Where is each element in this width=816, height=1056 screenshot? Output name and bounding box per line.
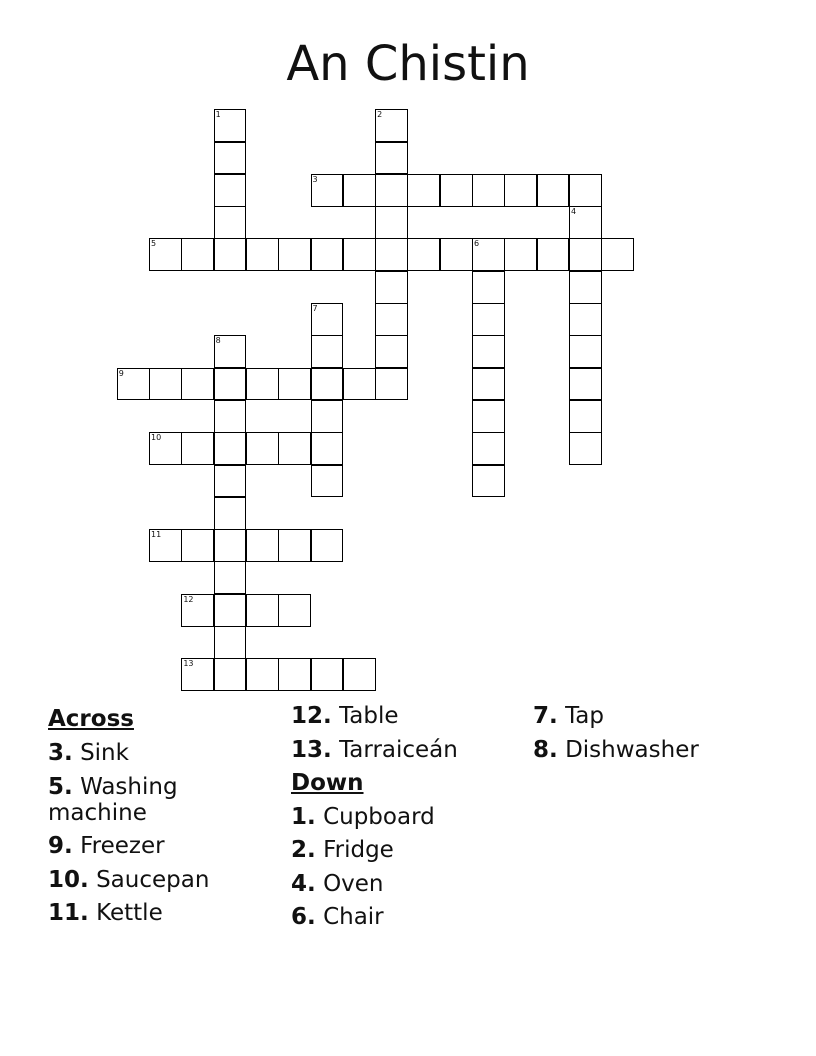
grid-cell[interactable] xyxy=(311,465,344,498)
grid-cell[interactable] xyxy=(472,303,505,336)
clue-number: 2 xyxy=(377,110,383,120)
grid-cell[interactable] xyxy=(181,594,214,627)
clue-across-3: 3. Sink xyxy=(48,740,129,766)
across-heading: Across xyxy=(48,706,134,732)
clue-number: 11 xyxy=(151,530,162,540)
grid-cell[interactable] xyxy=(181,529,214,562)
grid-cell[interactable] xyxy=(214,432,247,465)
grid-cell[interactable] xyxy=(311,432,344,465)
grid-cell[interactable] xyxy=(214,465,247,498)
grid-cell[interactable] xyxy=(149,368,182,401)
grid-cell[interactable] xyxy=(569,271,602,304)
grid-cell[interactable] xyxy=(214,626,247,659)
grid-cell[interactable] xyxy=(149,432,182,465)
clue-across-13: 13. Tarraiceán xyxy=(291,736,458,763)
clue-across-11: 11. Kettle xyxy=(48,900,163,926)
clue-number: 4 xyxy=(570,207,577,217)
grid-cell[interactable] xyxy=(278,368,311,401)
clue-down-6: 6. Chair xyxy=(291,904,384,930)
grid-cell[interactable] xyxy=(569,206,602,239)
clue-number: 3 xyxy=(312,174,318,184)
clue-number: 13 xyxy=(183,659,194,669)
grid-cell[interactable] xyxy=(472,465,505,498)
grid-cell[interactable] xyxy=(214,142,247,175)
grid-cell[interactable] xyxy=(278,529,311,562)
grid-cell[interactable] xyxy=(407,238,440,271)
grid-cell[interactable] xyxy=(246,368,279,401)
grid-cell[interactable] xyxy=(375,271,408,304)
grid-cell[interactable] xyxy=(375,368,408,401)
grid-cell[interactable] xyxy=(375,238,408,271)
clue-column-3 xyxy=(533,703,793,767)
grid-cell[interactable] xyxy=(214,174,247,207)
grid-cell[interactable] xyxy=(569,368,602,401)
clue-number: 7 xyxy=(312,304,318,314)
clue-number: 10 xyxy=(151,433,162,443)
grid-cell[interactable] xyxy=(375,142,408,175)
grid-cell[interactable] xyxy=(375,109,408,142)
clue-across-12: 12. Table xyxy=(291,703,399,729)
grid-cell[interactable] xyxy=(472,432,505,465)
clue-across-9: 9. Freezer xyxy=(48,833,165,859)
grid-cell[interactable] xyxy=(278,658,311,691)
grid-cell[interactable] xyxy=(537,174,570,207)
grid-cell[interactable] xyxy=(440,174,473,207)
grid-cell[interactable] xyxy=(569,174,602,207)
grid-cell[interactable] xyxy=(472,400,505,433)
grid-cell[interactable] xyxy=(214,238,247,271)
grid-cell[interactable] xyxy=(214,335,247,368)
grid-cell[interactable] xyxy=(214,529,247,562)
grid-cell[interactable] xyxy=(278,594,311,627)
grid-cell[interactable] xyxy=(375,303,408,336)
clue-across-5: 5. Washing machine xyxy=(48,773,178,826)
grid-cell[interactable] xyxy=(311,368,344,401)
grid-cell[interactable] xyxy=(181,432,214,465)
grid-cell[interactable] xyxy=(472,368,505,401)
grid-cell[interactable] xyxy=(569,400,602,433)
grid-cell[interactable] xyxy=(375,206,408,239)
grid-cell[interactable] xyxy=(569,303,602,336)
clue-number: 8 xyxy=(215,336,221,346)
grid-cell[interactable] xyxy=(278,432,311,465)
grid-cell[interactable] xyxy=(472,238,505,271)
clue-column-2 xyxy=(291,703,521,934)
grid-cell[interactable] xyxy=(278,238,311,271)
grid-cell[interactable] xyxy=(472,335,505,368)
grid-cell[interactable] xyxy=(472,271,505,304)
grid-cell[interactable] xyxy=(311,303,344,336)
grid-cell[interactable] xyxy=(343,368,376,401)
down-heading: Down xyxy=(291,769,364,796)
grid-cell[interactable] xyxy=(214,206,247,239)
clue-down-7: 7. Tap xyxy=(533,703,604,729)
grid-cell[interactable] xyxy=(311,400,344,433)
clue-column-1 xyxy=(48,703,248,930)
grid-cell[interactable] xyxy=(440,238,473,271)
grid-cell[interactable] xyxy=(343,238,376,271)
grid-cell[interactable] xyxy=(504,238,537,271)
grid-cell[interactable] xyxy=(569,238,602,271)
grid-cell[interactable] xyxy=(181,368,214,401)
grid-cell[interactable] xyxy=(537,238,570,271)
clue-number: 1 xyxy=(215,110,221,120)
grid-cell[interactable] xyxy=(472,174,505,207)
grid-cell[interactable] xyxy=(214,497,247,530)
grid-cell[interactable] xyxy=(504,174,537,207)
grid-cell[interactable] xyxy=(246,658,279,691)
grid-cell[interactable] xyxy=(311,529,344,562)
clue-down-2: 2. Fridge xyxy=(291,837,394,863)
grid-cell[interactable] xyxy=(311,335,344,368)
grid-cell[interactable] xyxy=(601,238,634,271)
grid-cell[interactable] xyxy=(246,432,279,465)
grid-cell[interactable] xyxy=(214,594,247,627)
grid-cell[interactable] xyxy=(311,238,344,271)
grid-cell[interactable] xyxy=(343,174,376,207)
grid-cell[interactable] xyxy=(214,109,247,142)
grid-cell[interactable] xyxy=(375,174,408,207)
puzzle-title: An Chistin xyxy=(286,36,530,92)
grid-cell[interactable] xyxy=(246,529,279,562)
grid-cell[interactable] xyxy=(117,368,150,401)
clue-down-8: 8. Dishwasher xyxy=(533,736,699,763)
clue-number: 6 xyxy=(474,239,480,249)
clue-number: 12 xyxy=(183,594,194,604)
grid-cell[interactable] xyxy=(569,432,602,465)
clue-down-1: 1. Cupboard xyxy=(291,803,435,830)
grid-cell[interactable] xyxy=(569,335,602,368)
grid-cell[interactable] xyxy=(149,529,182,562)
grid-cell[interactable] xyxy=(214,561,247,594)
clue-down-4: 4. Oven xyxy=(291,870,384,897)
clue-number: 9 xyxy=(118,368,124,378)
grid-cell[interactable] xyxy=(214,368,247,401)
grid-cell[interactable] xyxy=(214,658,247,691)
clue-number: 5 xyxy=(151,239,157,249)
clue-across-10: 10. Saucepan xyxy=(48,866,210,893)
grid-cell[interactable] xyxy=(246,594,279,627)
grid-cell[interactable] xyxy=(311,174,344,207)
grid-cell[interactable] xyxy=(246,238,279,271)
grid-cell[interactable] xyxy=(343,658,376,691)
grid-cell[interactable] xyxy=(181,238,214,271)
grid-cell[interactable] xyxy=(181,658,214,691)
grid-cell[interactable] xyxy=(375,335,408,368)
grid-cell[interactable] xyxy=(311,658,344,691)
grid-cell[interactable] xyxy=(149,238,182,271)
grid-cell[interactable] xyxy=(407,174,440,207)
grid-cell[interactable] xyxy=(214,400,247,433)
